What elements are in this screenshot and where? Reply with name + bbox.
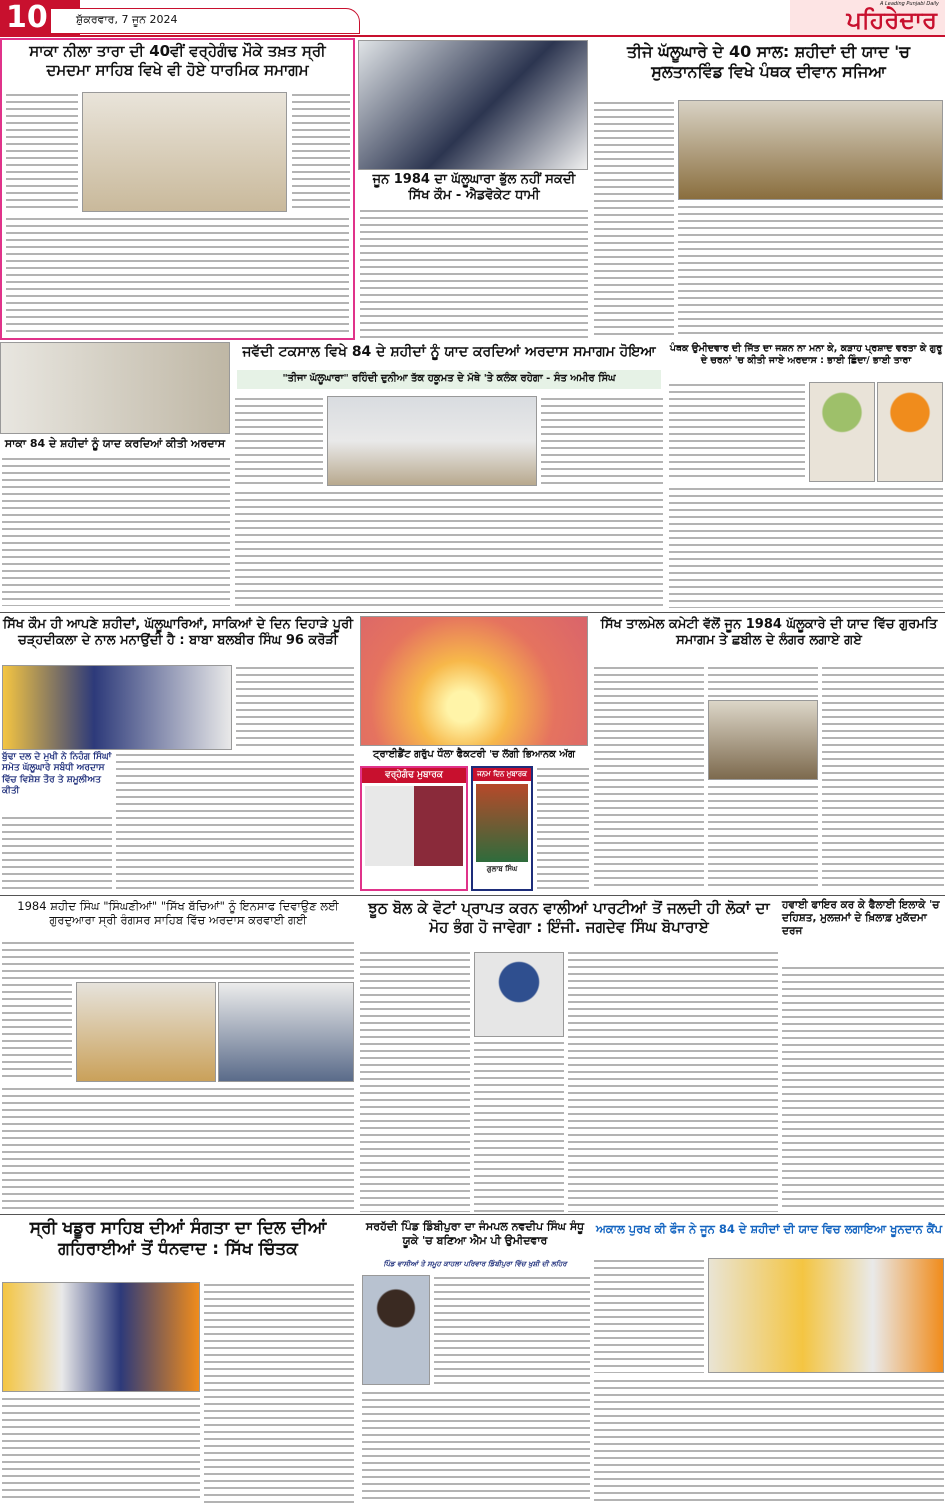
subheadline: "ਤੀਜਾ ਘੱਲੂਘਾਰਾ" ਰਹਿੰਦੀ ਦੁਨੀਆ ਤੱਕ ਹਕੂਮਤ ਦੇ ਮੱਥੇ 'ਤੇ ਕਲੰਕ ਰਹੇਗਾ - ਸੰਤ ਅਮੀਰ ਸਿੰਘ <box>237 370 661 389</box>
article-photo <box>76 982 216 1082</box>
article-body-text <box>782 965 944 1212</box>
headline-navdeep-sandhu: ਸਰਹੱਦੀ ਪਿੰਡ ਡਿੰਬੀਪੁਰਾ ਦਾ ਜੰਮਪਲ ਨਵਦੀਪ ਸਿੰਘ ਸੰਧੂ ਯੂਕੇ 'ਚ ਬਣਿਆ ਐਮ ਪੀ ਉਮੀਦਵਾਰ <box>365 1220 585 1247</box>
portrait-photo <box>809 382 875 482</box>
boparai-portrait <box>474 952 564 1037</box>
article-body-text <box>537 766 589 891</box>
page-header <box>0 0 945 36</box>
article-jawaddi-taksal <box>233 340 665 612</box>
article-body-text <box>2 456 230 606</box>
section-divider <box>0 612 945 613</box>
article-body-text <box>669 382 805 482</box>
article-photo <box>678 100 943 200</box>
headline: ਸਾਕਾ ਨੀਲਾ ਤਾਰਾ ਦੀ 40ਵੀਂ ਵਰ੍ਹੇਗੰਢ ਮੌਕੇ ਤਖ਼ਤ ਸ੍ਰੀ ਦਮਦਮਾ ਸਾਹਿਬ ਵਿਖੇ ਵੀ ਹੋਏ ਧਾਰਮਿਕ ਸਮਾਗਮ <box>29 42 326 79</box>
fire-photo <box>360 616 588 746</box>
headline-khadoor-sahib: ਸ੍ਰੀ ਖਡੂਰ ਸਾਹਿਬ ਦੀਆਂ ਸੰਗਤਾ ਦਾ ਦਿਲ ਦੀਆਂ ਗਹਿਰਾਈਆਂ ਤੋਂ ਧੰਨਵਾਦ : ਸਿੱਖ ਚਿੰਤਕ <box>29 1218 327 1260</box>
article-body-text <box>434 1275 590 1385</box>
headline: ਤੀਜੇ ਘੱਲੂਘਾਰੇ ਦੇ 40 ਸਾਲ: ਸ਼ਹੀਦਾਂ ਦੀ ਯਾਦ 'ਚ ਸੁਲਤਾਨਵਿੰਡ ਵਿਖੇ ਪੰਥਕ ਦੀਵਾਨ ਸਜਿਆ <box>627 42 910 81</box>
headline-dhami: ਜੂਨ 1984 ਦਾ ਘੱਲੂਘਾਰਾ ਭੁੱਲ ਨਹੀਂ ਸਕਦੀ ਸਿੱਖ ਕੌਮ - ਐਡਵੋਕੇਟ ਧਾਮੀ <box>372 172 576 204</box>
article-body-text <box>235 396 323 486</box>
headline-aerial-firing: ਹਵਾਈ ਫਾਇਰ ਕਰ ਕੇ ਫੈਲਾਈ ਇਲਾਕੇ 'ਚ ਦਹਿਸ਼ਤ, ਮੁਲਜ਼ਮਾਂ ਦੇ ਖ਼ਿਲਾਫ਼ ਮੁਕੱਦਮਾ ਦਰਜ <box>782 899 940 938</box>
article-body-text <box>541 396 663 486</box>
article-body-text <box>360 950 470 1212</box>
article-body-text <box>360 208 588 338</box>
sandhu-portrait <box>362 1275 430 1385</box>
headline-fire: ਟ੍ਰਾਈਡੈਂਟ ਗਰੁੱਪ ਧੌਲਾ ਫੈਕਟਰੀ 'ਚ ਲੱਗੀ ਭਿਆਨਕ ਅੱਗ <box>373 749 575 760</box>
newspaper-logo: ਪਹਿਰੇਦਾਰ <box>846 6 937 34</box>
headline-talmel-committee: ਸਿੱਖ ਤਾਲਮੇਲ ਕਮੇਟੀ ਵੱਲੋਂ ਜੂਨ 1984 ਘੱਲੂਕਾਰੇ ਦੀ ਯਾਦ ਵਿੱਚ ਗੁਰਮਤਿ ਸਮਾਗਮ ਤੇ ਛਬੀਲ ਦੇ ਲੰਗਰ ਲਗਾਏ ਗਏ <box>600 617 938 649</box>
headline-ardas: ਸਾਕਾ 84 ਦੇ ਸ਼ਹੀਦਾਂ ਨੂੰ ਯਾਦ ਕਰਦਿਆਂ ਕੀਤੀ ਅਰਦਾਸ <box>4 437 226 450</box>
article-body-text <box>474 1040 564 1212</box>
couple-photo <box>365 786 463 866</box>
article-body-text <box>708 784 818 891</box>
article-body-text <box>2 982 72 1082</box>
article-body-text <box>235 490 663 608</box>
article-body-text <box>204 1282 354 1503</box>
child-name: ਗੁਲਾਬ ਸਿੰਘ <box>486 864 518 873</box>
portrait-photo <box>877 382 943 482</box>
article-damdama-sahib <box>0 38 355 340</box>
article-photo <box>218 982 354 1082</box>
ad-title: ਵਰ੍ਹੇਗੰਢ ਮੁਬਾਰਕ <box>362 768 466 783</box>
article-photo <box>327 396 537 486</box>
article-photo <box>708 700 818 780</box>
article-body-text <box>708 665 818 697</box>
headline-budha-dal: ਬੁੱਢਾ ਦਲ ਦੇ ਮੁਖੀ ਨੇ ਨਿਹੰਗ ਸਿੰਘਾਂ ਸਮੇਤ ਘੱਲੂਘਾਰੇ ਸਬੰਧੀ ਅਰਦਾਸ ਵਿੱਚ ਵਿਸ਼ੇਸ਼ ਤੌਰ ਤੇ ਸ਼ਮੂਲੀਅਤ ਕੀਤੀ <box>2 752 112 796</box>
headline: ਪੰਥਕ ਉਮੀਦਵਾਰ ਦੀ ਜਿੱਤ ਦਾ ਜਸ਼ਨ ਨਾ ਮਨਾ ਕੇ, ਕੜਾਹ ਪ੍ਰਸ਼ਾਦ ਵਰਤਾ ਕੇ ਗੁਰੂ ਦੇ ਚਰਨਾਂ 'ਚ ਕੀਤੀ ਜਾਏ ਅਰਦਾਸ : ਭਾਈ ਛਿੰਦਾ/ ਭਾਈ ਤਾਰਾ <box>669 343 943 366</box>
header-rule <box>0 35 945 37</box>
article-body-text <box>2 940 354 980</box>
article-sultanwind <box>592 38 945 340</box>
article-photo <box>2 665 232 750</box>
article-body-text <box>362 1390 590 1503</box>
article-body-text <box>2 1396 200 1503</box>
anniversary-ad <box>360 766 468 891</box>
article-body-text <box>568 950 778 1212</box>
article-photo <box>708 1258 944 1373</box>
article-body-text <box>669 486 943 608</box>
article-panthak-candidate <box>667 340 945 612</box>
article-body-text <box>594 1378 944 1503</box>
article-body-text <box>6 216 349 336</box>
headline: ਜਵੱਦੀ ਟਕਸਾਲ ਵਿਖੇ 84 ਦੇ ਸ਼ਹੀਦਾਂ ਨੂੰ ਯਾਦ ਕਰਦਿਆਂ ਅਰਦਾਸ ਸਮਾਗਮ ਹੋਇਆ <box>242 344 656 360</box>
headline-blood-donation: ਅਕਾਲ ਪੁਰਖ ਕੀ ਫੌਜ ਨੇ ਜੂਨ 84 ਦੇ ਸ਼ਹੀਦਾਂ ਦੀ ਯਾਦ ਵਿਚ ਲਗਾਇਆ ਖੂਨਦਾਨ ਕੈਂਪ <box>595 1222 943 1236</box>
article-body-text <box>594 100 674 338</box>
headline-baba-balbir: ਸਿੱਖ ਕੌਮ ਹੀ ਆਪਣੇ ਸ਼ਹੀਦਾਂ, ਘੱਲੂਘਾਰਿਆਂ, ਸਾਕਿਆਂ ਦੇ ਦਿਨ ਦਿਹਾੜੇ ਪੂਰੀ ਚੜ੍ਹਦੀਕਲਾ ਦੇ ਨਾਲ ਮਨਾਉਂਦੀ ਹੈ : ਬਾਬਾ ਬਲਬੀਰ ਸਿੰਘ 96 ਕਰੋੜੀ <box>2 617 354 649</box>
article-body-text <box>594 1258 704 1373</box>
birthday-ad <box>471 766 533 891</box>
article-body-text <box>678 204 943 338</box>
dhami-photo <box>358 40 588 170</box>
ad-title: ਜਨਮ ਦਿਨ ਮੁਬਾਰਕ <box>473 768 531 781</box>
issue-date: ਸ਼ੁੱਕਰਵਾਰ, 7 ਜੂਨ 2024 <box>76 13 178 26</box>
tagline: A Leading Punjabi Daily <box>879 1 939 7</box>
article-body-text <box>2 815 112 891</box>
article-photo <box>82 92 287 212</box>
article-photo <box>2 1282 200 1392</box>
article-body-text <box>116 752 354 892</box>
article-body-text <box>236 665 354 750</box>
section-divider <box>0 1214 945 1215</box>
page-number: 10 <box>6 0 48 35</box>
headline-boparai: ਝੂਠ ਬੋਲ ਕੇ ਵੋਟਾਂ ਪ੍ਰਾਪਤ ਕਰਨ ਵਾਲੀਆਂ ਪਾਰਟੀਆਂ ਤੋਂ ਜਲਦੀ ਹੀ ਲੋਕਾਂ ਦਾ ਮੋਹ ਭੰਗ ਹੋ ਜਾਵੇਗਾ : ਇੰਜੀ. ਜਗਦੇਵ ਸਿੰਘ ਬੋਪਾਰਾਏ <box>368 899 770 936</box>
section-divider <box>0 895 945 896</box>
article-body-text <box>6 92 78 212</box>
article-body-text <box>594 665 704 891</box>
headline-ringsar-sahib: 1984 ਸ਼ਹੀਦ ਸਿੰਘ "ਸਿੰਘਣੀਆਂ" "ਸਿੱਖ ਬੱਚਿਆਂ" ਨੂੰ ਇਨਸਾਫ ਦਿਵਾਉਣ ਲਈ ਗੁਰਦੁਆਰਾ ਸ੍ਰੀ ਰੰਗਸਰ ਸਾਹਿਬ ਵਿੱਚ ਅਰਦਾਸ ਕਰਵਾਈ ਗਈ <box>17 899 339 928</box>
article-body-text <box>2 1086 354 1211</box>
article-body-text <box>292 92 350 212</box>
child-photo <box>476 784 528 862</box>
subheadline: ਪਿੰਡ ਵਾਸੀਆਂ ਤੇ ਸਮੂਹ ਕਾਹਲਾ ਪਰਿਵਾਰ ਡਿੰਬੀਪੁਰਾ ਵਿੱਚ ਖੁਸ਼ੀ ਦੀ ਲਹਿਰ <box>383 1260 567 1268</box>
ardas-photo <box>0 342 230 434</box>
article-body-text <box>822 665 944 891</box>
